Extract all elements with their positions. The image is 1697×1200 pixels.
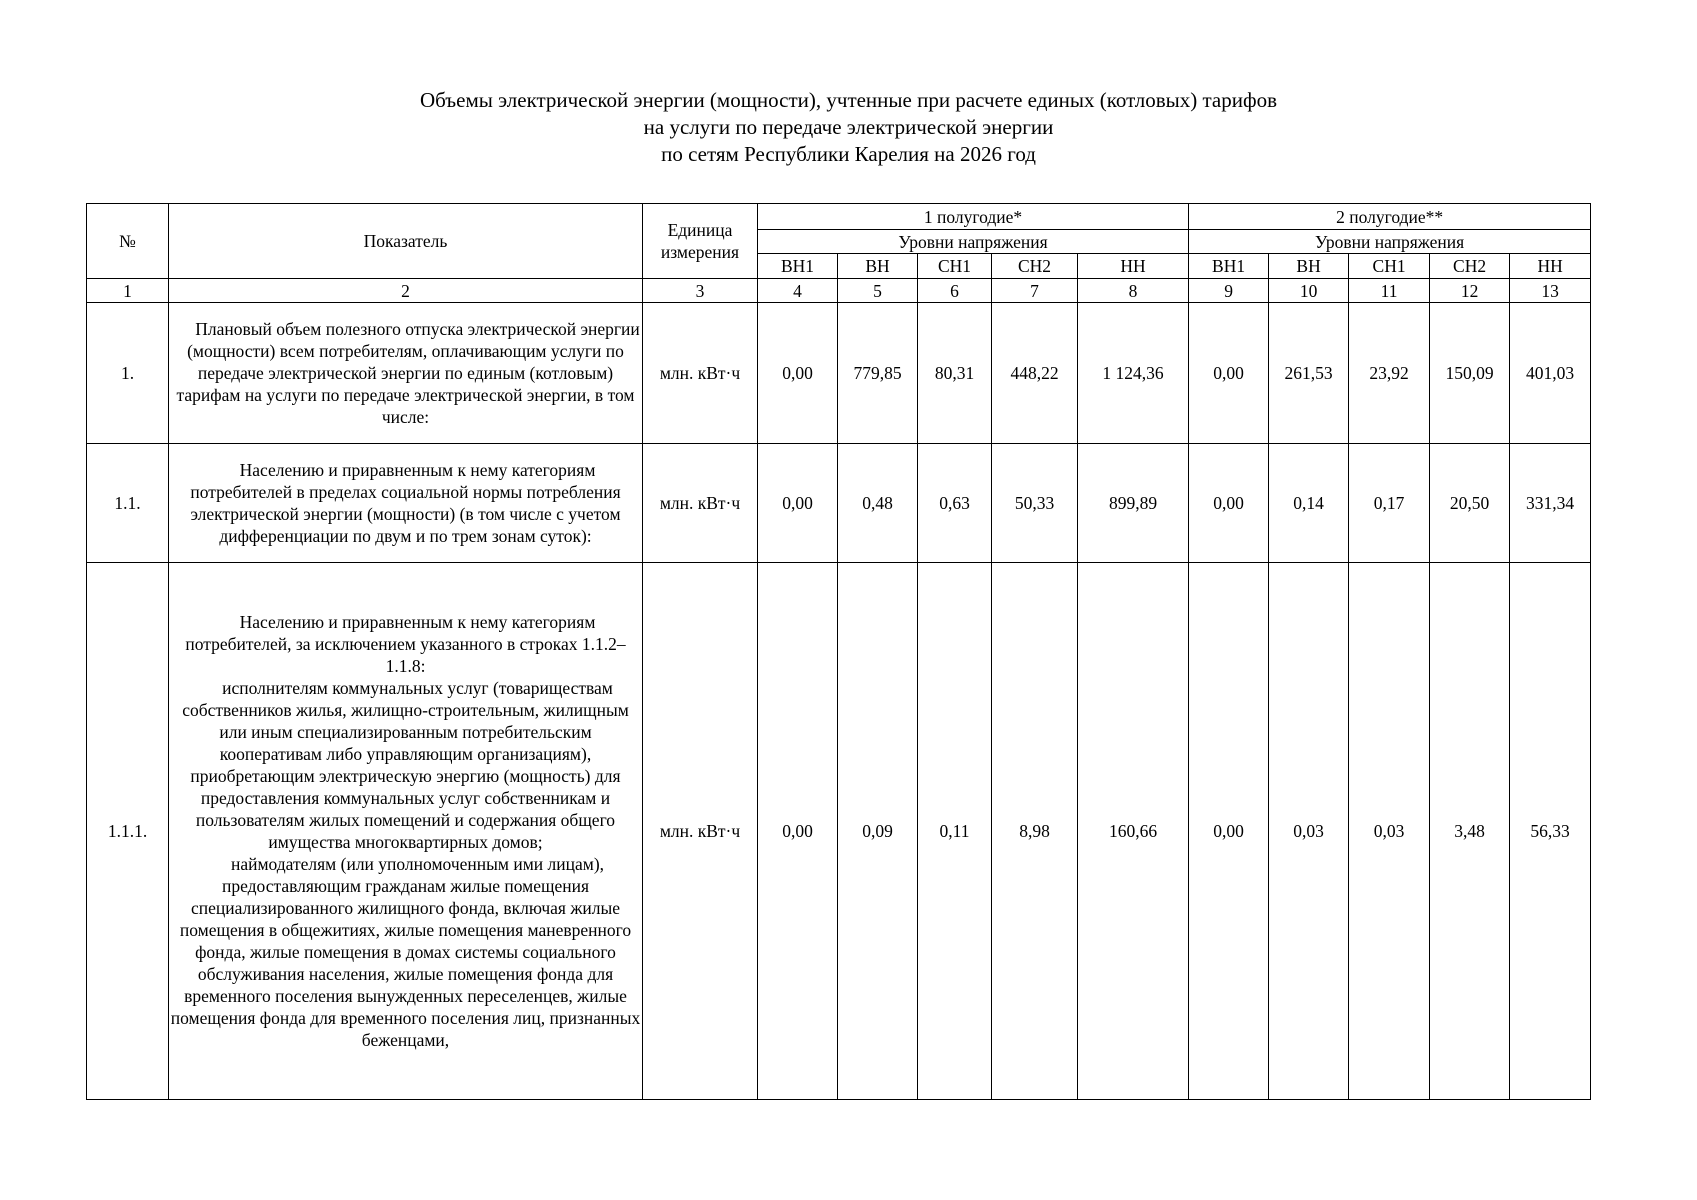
indicator-paragraph: наймодателям (или уполномоченным ими лицам), предоставляющим гражданам жилые помещения специализированного жилищного фонда, включая жилые помещения в общежитиях, жилые помещения маневренного фонда, жилые помещения в домах системы социального обслуживания населения, жилые помещения фонда для временного поселения вынужденных переселенцев, жилые помещения фонда для временного поселения лиц, признанных беженцами, (170, 854, 641, 1050)
value-cell: 0,00 (1189, 563, 1269, 1100)
value-cell: 0,00 (758, 563, 838, 1100)
value-cell: 50,33 (992, 444, 1078, 563)
column-number: 8 (1078, 279, 1189, 303)
column-number: 7 (992, 279, 1078, 303)
value-cell: 261,53 (1269, 303, 1349, 444)
level-header: ВН1 (758, 254, 838, 279)
row-indicator (169, 303, 643, 444)
level-header: ВН1 (1189, 254, 1269, 279)
indicator-paragraph: исполнителям коммунальных услуг (товариществам собственников жилья, жилищно-строительным, жилищным или иным специализированным потребительским кооперативам либо управляющим организациям), приобретающим электрическую энергию (мощность) для предоставления коммунальных услуг собственникам и пользователям жилых помещений и содержания общего имущества многоквартирных домов; (182, 678, 629, 852)
column-number: 10 (1269, 279, 1349, 303)
value-cell: 0,00 (758, 444, 838, 563)
column-number: 11 (1349, 279, 1430, 303)
header-half-2: 2 полугодие** (1189, 204, 1591, 230)
value-cell: 331,34 (1510, 444, 1591, 563)
volumes-table (86, 203, 1591, 1100)
value-cell: 23,92 (1349, 303, 1430, 444)
column-number: 9 (1189, 279, 1269, 303)
title-line-3: по сетям Республики Карелия на 2026 год (661, 142, 1036, 166)
header-voltage-levels-2: Уровни напряжения (1189, 230, 1591, 254)
value-cell: 0,00 (1189, 444, 1269, 563)
header-voltage-levels-1: Уровни напряжения (758, 230, 1189, 254)
row-number: 1.1.1. (87, 563, 169, 1100)
indicator-paragraph: Населению и приравненным к нему категориям потребителей в пределах социальной нормы потребления электрической энергии (мощности) (в том числе с учетом дифференциации по двум и по трем зонам суток): (190, 460, 621, 546)
header-half-1: 1 полугодие* (758, 204, 1189, 230)
row-indicator (169, 563, 643, 1100)
value-cell: 0,11 (918, 563, 992, 1100)
level-header: СН1 (1349, 254, 1430, 279)
value-cell: 80,31 (918, 303, 992, 444)
value-cell: 160,66 (1078, 563, 1189, 1100)
column-number: 3 (643, 279, 758, 303)
value-cell: 20,50 (1430, 444, 1510, 563)
level-header: НН (1510, 254, 1591, 279)
value-cell: 1 124,36 (1078, 303, 1189, 444)
level-header: СН1 (918, 254, 992, 279)
header-indicator: Показатель (169, 204, 643, 279)
header-num: № (87, 204, 169, 279)
column-number: 13 (1510, 279, 1591, 303)
header-unit: Единица измерения (643, 204, 758, 279)
value-cell: 3,48 (1430, 563, 1510, 1100)
column-number: 12 (1430, 279, 1510, 303)
value-cell: 401,03 (1510, 303, 1591, 444)
value-cell: 0,03 (1269, 563, 1349, 1100)
value-cell: 0,00 (758, 303, 838, 444)
value-cell: 56,33 (1510, 563, 1591, 1100)
table-row (87, 444, 1591, 563)
indicator-paragraph: Населению и приравненным к нему категориям потребителей, за исключением указанного в строках 1.1.2–1.1.8: (185, 612, 626, 676)
value-cell: 8,98 (992, 563, 1078, 1100)
header-row-periods (87, 204, 1591, 230)
indicator-paragraph: Плановый объем полезного отпуска электрической энергии (мощности) всем потребителям, оплачивающим услуги по передаче электрической энергии по единым (котловым) тарифам на услуги по передаче электрической энергии, в том числе: (176, 319, 640, 427)
row-unit: млн. кВт·ч (643, 563, 758, 1100)
value-cell: 448,22 (992, 303, 1078, 444)
column-number: 4 (758, 279, 838, 303)
row-unit: млн. кВт·ч (643, 303, 758, 444)
value-cell: 0,09 (838, 563, 918, 1100)
level-header: ВН (838, 254, 918, 279)
table-row (87, 563, 1591, 1100)
row-unit: млн. кВт·ч (643, 444, 758, 563)
value-cell: 0,17 (1349, 444, 1430, 563)
row-number: 1.1. (87, 444, 169, 563)
row-indicator (169, 444, 643, 563)
level-header: ВН (1269, 254, 1349, 279)
row-number: 1. (87, 303, 169, 444)
document-title (0, 87, 1697, 168)
column-number: 5 (838, 279, 918, 303)
value-cell: 0,63 (918, 444, 992, 563)
level-header: НН (1078, 254, 1189, 279)
title-line-1: Объемы электрической энергии (мощности), учтенные при расчете единых (котловых) тарифов (419, 88, 1278, 112)
column-number: 6 (918, 279, 992, 303)
value-cell: 0,03 (1349, 563, 1430, 1100)
level-header: СН2 (992, 254, 1078, 279)
title-line-2: на услуги по передаче электрической энергии (643, 115, 1054, 139)
level-header: СН2 (1430, 254, 1510, 279)
column-number: 1 (87, 279, 169, 303)
column-number: 2 (169, 279, 643, 303)
header-row-column-numbers (87, 279, 1591, 303)
value-cell: 899,89 (1078, 444, 1189, 563)
value-cell: 0,00 (1189, 303, 1269, 444)
value-cell: 0,14 (1269, 444, 1349, 563)
value-cell: 779,85 (838, 303, 918, 444)
table-row (87, 303, 1591, 444)
value-cell: 0,48 (838, 444, 918, 563)
value-cell: 150,09 (1430, 303, 1510, 444)
